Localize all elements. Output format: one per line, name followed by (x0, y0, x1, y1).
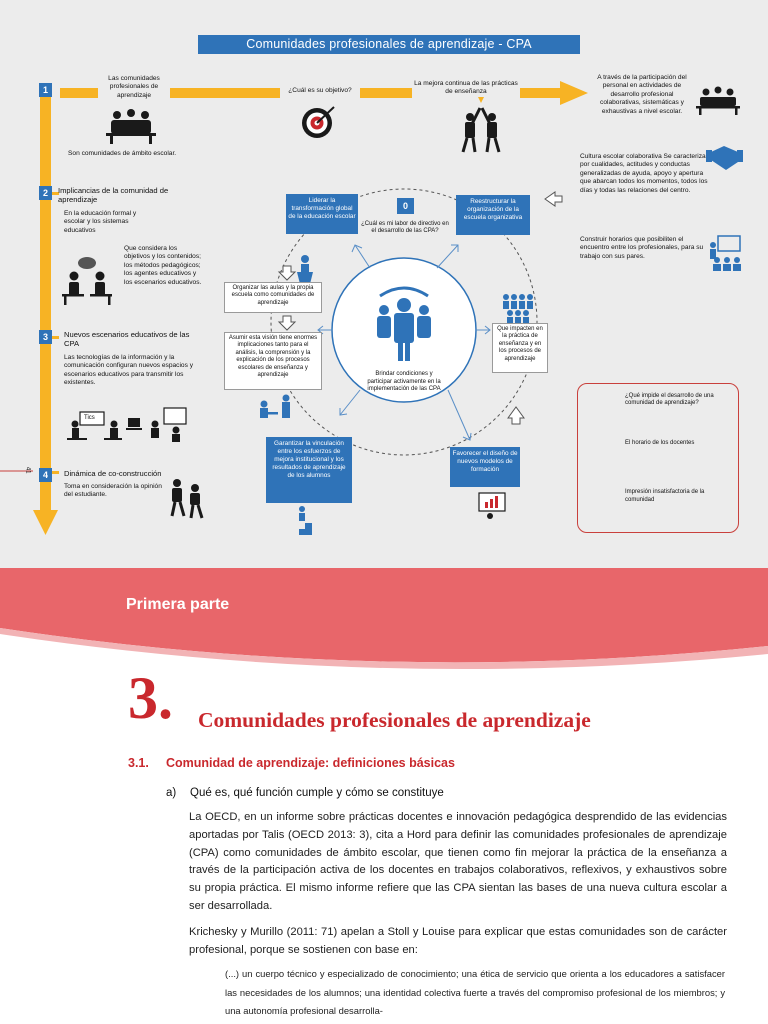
step-3-label: Nuevos escenarios educativos de las CPA (64, 330, 190, 349)
obstacle-question: ¿Qué impide el desarrollo de una comunidad de aprendizaje? (625, 393, 714, 407)
participation-text: A través de la participación del personal en actividades de desarrollo profesional colaborativas, sistemáticas y exhaustivas a nivel escolar. (597, 74, 687, 115)
question-heading (166, 787, 444, 799)
improvement-text: La mejora continua de las prácticas de enseñanza (414, 80, 518, 96)
culture-text: Cultura escolar colaborativa Se caracteriza por cualidades, actitudes y conductas generalizadas de ayuda, apoyo y apertura que abarcan todos los momentos, todos los días y todas las relaciones del centro. (580, 153, 708, 194)
target-icon (302, 107, 334, 138)
assume-box: Asumir esta visión tiene enormes implicaciones tanto para el análisis, la comprensión y la explicación de los procesos escolares de enseñanza y aprendizaje (224, 332, 322, 390)
section-label: Primera parte (126, 596, 230, 613)
step-4-label: Dinámica de co-construcción (64, 469, 162, 478)
impact-box: Que impacten en la práctica de enseñanza y en los procesos de aprendizaje (492, 323, 548, 373)
director-question: ¿Cuál es mi labor de directivo en el desarrollo de las CPA? (361, 221, 449, 235)
presentation-icon (479, 493, 505, 519)
chapter-number: 3. (128, 665, 173, 731)
question-letter: a) (166, 787, 177, 799)
subsection-heading (128, 756, 455, 770)
scope-text: Son comunidades de ámbito escolar. (68, 150, 177, 157)
podium-icon (297, 255, 313, 284)
block-quote: (...) un cuerpo técnico y especializado de conocimiento; una ética de servicio que orienta a los educadores a satisfacer las necesidades de los alumnos; una identidad colectiva fuerte a través del compromiso profesional de los miembros; y una autonomía profesional desarrolla- (225, 968, 725, 1016)
step-3-badge: 3 (39, 330, 52, 344)
obstacle-schedule: El horario de los docentes (625, 440, 695, 446)
organize-box: Organizar las aulas y la propia escuela como comunidades de aprendizaje (224, 282, 322, 313)
down-arrow-icon (33, 510, 58, 535)
guarantee-box: Garantizar la vinculación entre los esfuerzos de mejora institucional y los resultados de aprendizaje de los alumnos (266, 437, 352, 503)
conversation-icon (62, 257, 112, 305)
implications-text: En la educación formal y escolar y los sistemas educativos (64, 210, 137, 234)
schedules-text: Construir horarios que posibiliten el encuentro entre los profesionales, para su trabajo con sus pares. (580, 236, 704, 260)
infographic-title: Comunidades profesionales de aprendizaje - CPA (198, 35, 580, 54)
restructure-box: Reestructurar la organización de la escuela organizativa (456, 195, 530, 235)
step-2-label: Implicancias de la comunidad de aprendizaje (58, 186, 169, 205)
lead-box: Liderar la transformación global de la educación escolar (286, 194, 358, 234)
side-page-number: 41 (24, 466, 31, 474)
desk-meeting-icon (260, 395, 290, 419)
office-team-icon (696, 87, 740, 116)
step-1-badge: 1 (39, 83, 52, 97)
tics-label: Tics (84, 415, 95, 421)
objective-question: ¿Cuál es su objetivo? (288, 87, 352, 94)
section-band (0, 568, 768, 678)
handshake-icon (706, 146, 743, 170)
step-4-badge: 4 (39, 468, 52, 482)
paragraph-oecd: La OECD, en un informe sobre prácticas docentes e innovación pedagógica desprendido de las evidencias aportadas por Talis (OECD 2013: 3), cita a Hord para definir las comunidades profesionales de aprendizaje (CPA) como comunidades de ámbito escolar, que tienen como fin mejorar la práctica de la enseñanza a través de la participación activa de los docentes en trabajos colaborativos, reflexivos, y exhaustivos sobre su propia práctica. El mismo informe refiere que las CPA sientan las bases de una nueva cultura escolar a ser desarrollada. (189, 811, 727, 912)
meeting-icon (106, 109, 156, 144)
step-2-badge: 2 (39, 186, 52, 200)
considers-text: Que considera los objetivos y los contenidos; los métodos pedagógicos; los agentes educativos y los escenarios educativos. (124, 245, 202, 286)
co-construction-icon (172, 479, 202, 518)
teacher-audience-icon (710, 236, 741, 271)
high-five-icon (463, 97, 499, 152)
right-arrow-icon (560, 81, 588, 105)
subsection-number: 3.1. (128, 756, 149, 770)
center-text: Brindar condiciones y participar activamente en la implementación de las CPA (367, 371, 441, 393)
staff-group-icon (503, 294, 533, 324)
coconstruction-text: Toma en consideración la opinión del estudiante. (64, 483, 162, 499)
zero-badge: 0 (397, 198, 414, 214)
favor-box: Favorecer el diseño de nuevos modelos de formación (450, 447, 520, 487)
chapter-title: Comunidades profesionales de aprendizaje (198, 708, 591, 732)
scenarios-text: Las tecnologías de la información y la comunicación configuran nuevos espacios y escenarios educativos para transmitir los existentes. (64, 354, 194, 387)
paragraph-krichesky: Krichesky y Murillo (2011: 71) apelan a Stoll y Louise para explicar que estas comunidades son de carácter profesional, porque se sostienen con base en: (189, 926, 727, 956)
subsection-title: Comunidad de aprendizaje: definiciones básicas (166, 756, 455, 770)
obstacle-impression: Impresión insatisfactoria de la comunidad (625, 489, 705, 503)
definition-text: Las comunidades profesionales de aprendizaje (108, 75, 160, 99)
stairs-icon (291, 506, 312, 535)
question-text: Qué es, qué función cumple y cómo se constituye (190, 787, 444, 799)
